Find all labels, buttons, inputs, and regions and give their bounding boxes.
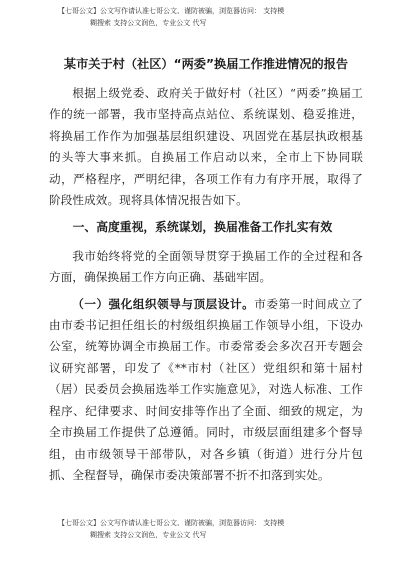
banner-line-1: 【七哥公文】公文写作请认准七哥公文、谨防被骗，浏览器访问： 支持模	[58, 7, 285, 15]
intro-paragraph: 根据上级党委、政府关于做好村（社区）“两委”换届工作的统一部署，我市坚持高点站位、系统谋划、稳妥推进，将换届工作作为加强基层组织建设、巩固党在基层执政根基的头等大事来抓。自换届工作启动以来，全市上下协同联动，严格程序，严明纪律，各项工作有力有序开展，取得了阶段性成效。现将具体情况报告如下。	[49, 86, 363, 208]
document-body	[49, 55, 363, 486]
header-watermark-banner	[58, 5, 358, 29]
item-1-heading: （一）强化组织领导与顶层设计。	[72, 296, 255, 311]
document-title: 某市关于村（社区）“两委”换届工作推进情况的报告	[63, 57, 349, 71]
footer-watermark-banner	[58, 517, 358, 541]
section-1-intro: 我市始终将党的全面领导贯穿于换届工作的全过程和各方面，确保换届工作方向正确、基础牢固。	[49, 248, 363, 285]
section-1-heading: 一、高度重视，系统谋划，换届准备工作扎实有效	[72, 220, 333, 235]
banner-line-2: 糊搜索 支持公文润色，专业公文 代写	[90, 19, 207, 27]
banner-line-1: 【七哥公文】公文写作请认准七哥公文、谨防被骗，浏览器访问： 支持模	[58, 519, 285, 527]
item-1-paragraph	[49, 294, 363, 487]
banner-line-2: 糊搜索 支持公文润色，专业公文 代写	[90, 531, 207, 539]
item-1-body: 市委第一时间成立了由市委书记担任组长的村级组织换届工作领导小组，下设办公室，统筹协调全市换届工作。市委常委会多次召开专题会议研究部署，印发了《**市村（社区）党组织和第十届村（居）民委员会换届选举工作实施意见》，对选人标准、工作程序、纪律要求、时间安排等作出了全面、细致的规定，为全市换届工作提供了总遵循。同时，市级层面组建多个督导组，由市级领导干部带队，对各乡镇（街道）进行分片包抓、全程督导，确保市委决策部署不折不扣落到实处。	[49, 296, 363, 482]
